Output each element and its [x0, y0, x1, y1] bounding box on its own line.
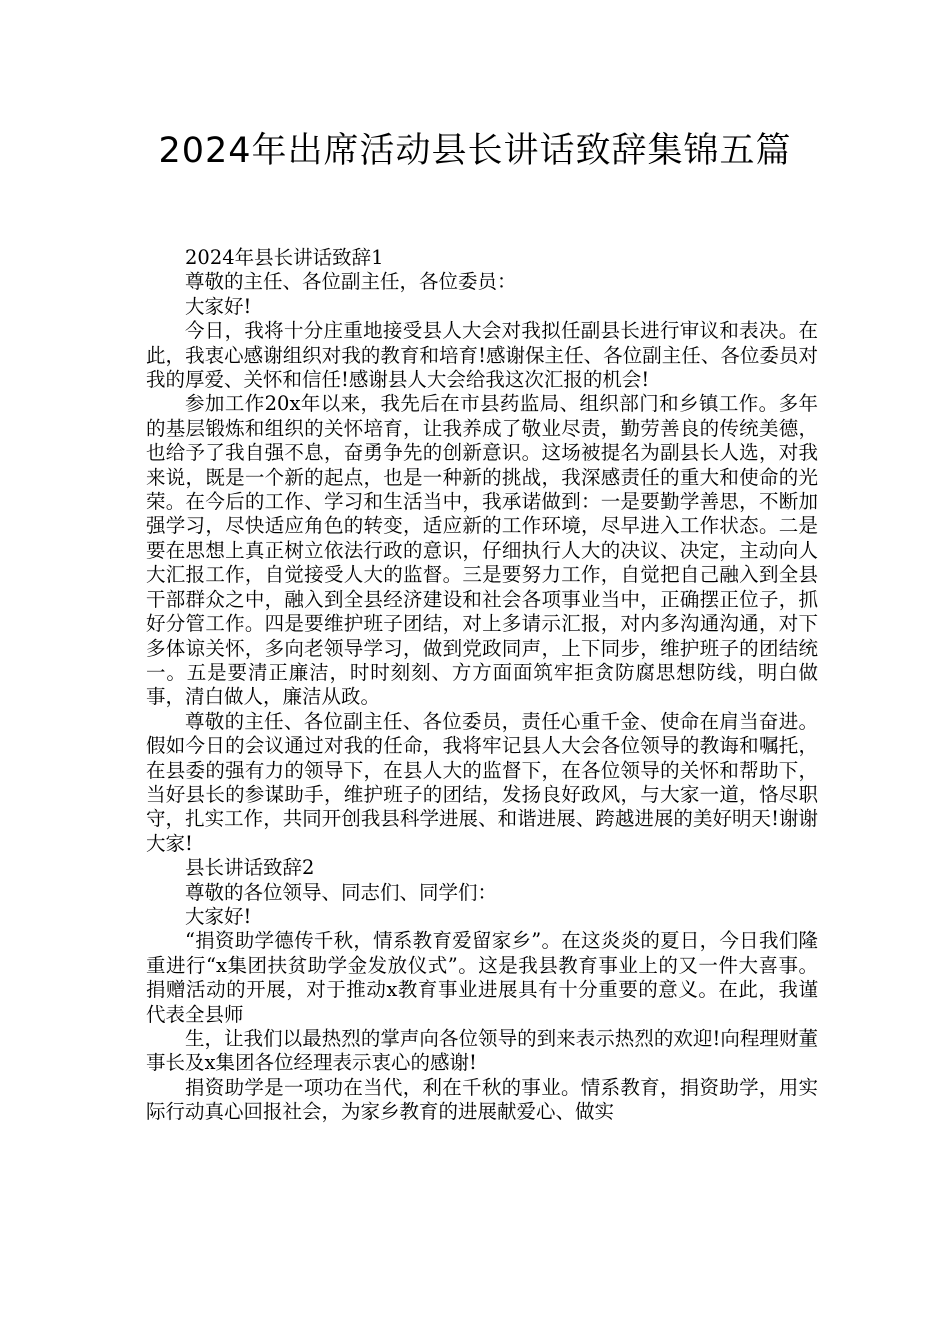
greeting-1: 大家好!	[185, 294, 252, 318]
document-body	[146, 246, 818, 1125]
body-paragraph: 参加工作20x年以来，我先后在市县药监局、组织部门和乡镇工作。多年的基层锻炼和组织的关怀培育，让我养成了敬业尽责，勤劳善良的传统美德，也给予了我自强不息，奋勇争先的创新意识。这场被提名为副县长人选，对我来说，既是一个新的起点，也是一种新的挑战，我深感责任的重大和使命的光荣。在今后的工作、学习和生活当中，我承诺做到：一是要勤学善思，不断加强学习，尽快适应角色的转变，适应新的工作环境，尽早进入工作状态。二是要在思想上真正树立依法行政的意识，仔细执行人大的决议、决定，主动向人大汇报工作，自觉接受人大的监督。三是要努力工作，自觉把自己融入到全县干部群众之中，融入到全县经济建设和社会各项事业当中，正确摆正位子，抓好分管工作。四是要维护班子团结，对上多请示汇报，对内多沟通沟通，对下多体谅关怀，多向老领导学习，做到党政同声，上下同步，维护班子的团结统一。五是要清正廉洁，时时刻刻、方方面面筑牢拒贪防腐思想防线，明白做事，清白做人，廉洁从政。	[146, 392, 818, 709]
body-paragraph: “捐资助学德传千秋，情系教育爱留家乡”。在这炎炎的夏日，今日我们隆重进行“x集团扶贫助学金发放仪式”。这是我县教育事业上的又一件大喜事。捐赠活动的开展，对于推动x教育事业进展具有十分重要的意义。在此，我谨代表全县师	[146, 929, 818, 1026]
body-paragraph: 生，让我们以最热烈的掌声向各位领导的到来表示热烈的欢迎!向程理财董事长及x集团各位经理表示衷心的感谢!	[146, 1027, 818, 1075]
body-paragraph: 尊敬的主任、各位副主任、各位委员，责任心重千金、使命在肩当奋进。假如今日的会议通过对我的任命，我将牢记县人大会各位领导的教诲和嘱托，在县委的强有力的领导下，在县人大的监督下，在各位领导的关怀和帮助下，当好县长的参谋助手，维护班子的团结，发扬良好政风，与大家一道，恪尽职守，扎实工作，共同开创我县科学进展、和谐进展、跨越进展的美好明天!谢谢大家!	[146, 709, 818, 855]
salutation-1: 尊敬的主任、各位副主任，各位委员：	[185, 270, 517, 294]
speech-heading-1: 2024年县长讲话致辞1	[185, 246, 384, 269]
speech-heading-2: 县长讲话致辞2	[185, 856, 315, 880]
body-paragraph: 捐资助学是一项功在当代，利在千秋的事业。情系教育，捐资助学，用实际行动真心回报社会，为家乡教育的进展献爱心、做实	[146, 1075, 818, 1124]
salutation-2: 尊敬的各位领导、同志们、同学们：	[185, 880, 498, 904]
body-paragraph: 今日，我将十分庄重地接受县人大会对我拟任副县长进行审议和表决。在此，我衷心感谢组织对我的教育和培育!感谢保主任、各位副主任、各位委员对我的厚爱、关怀和信任!感谢县人大会给我这次汇报的机会!	[146, 319, 818, 392]
document-title: 2024年出席活动县长讲话致辞集锦五篇	[158, 131, 792, 171]
greeting-2: 大家好!	[185, 904, 252, 928]
